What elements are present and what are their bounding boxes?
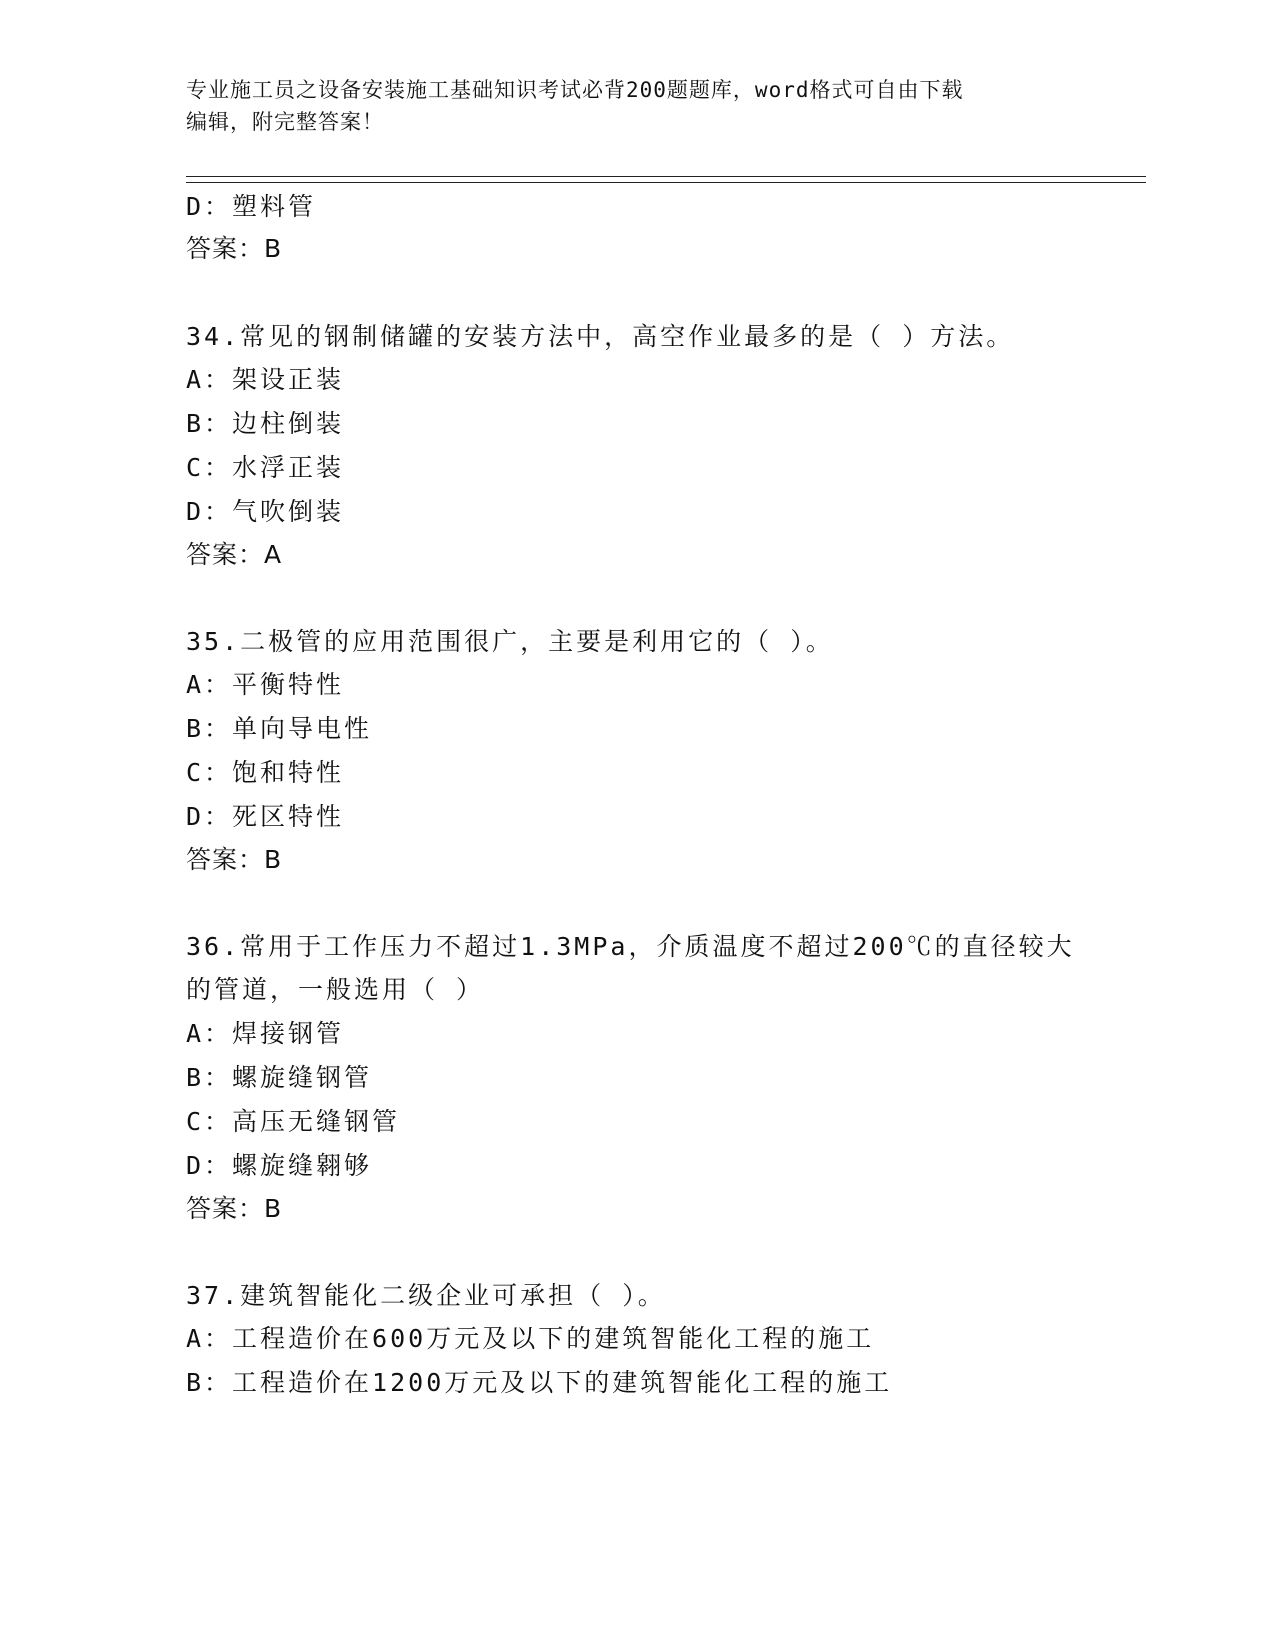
- option-a: A：平衡特性: [186, 670, 345, 699]
- option-a: A：焊接钢管: [186, 1019, 345, 1048]
- question-37: 37.建筑智能化二级企业可承担（ ）。: [186, 1281, 666, 1310]
- option-d: D：螺旋缝翱够: [186, 1151, 373, 1180]
- option-b: B：单向导电性: [186, 714, 373, 743]
- option-d: D：死区特性: [186, 802, 345, 831]
- question-34: 34.常见的钢制储罐的安装方法中，高空作业最多的是（ ）方法。: [186, 322, 1015, 351]
- question-35: 35.二极管的应用范围很广，主要是利用它的（ ）。: [186, 627, 834, 656]
- option-a: A：工程造价在600万元及以下的建筑智能化工程的施工: [186, 1324, 875, 1353]
- header-divider: [186, 176, 1146, 183]
- header-title-line-1: 专业施工员之设备安装施工基础知识考试必背200题题库，word格式可自由下载: [186, 78, 964, 102]
- answer: 答案：B: [186, 234, 283, 263]
- option-b: B：螺旋缝钢管: [186, 1063, 373, 1092]
- document-header: [186, 74, 1066, 138]
- question-36-continuation: 的管道，一般选用（ ）: [186, 975, 485, 1004]
- option-c: C：高压无缝钢管: [186, 1107, 401, 1136]
- answer: 答案：A: [186, 540, 283, 569]
- option-c: C：饱和特性: [186, 758, 345, 787]
- option-c: C：水浮正装: [186, 453, 345, 482]
- option-a: A：架设正装: [186, 365, 345, 394]
- question-36: 36.常用于工作压力不超过1.3MPa，介质温度不超过200℃的直径较大: [186, 932, 1075, 961]
- answer: 答案：B: [186, 845, 283, 874]
- option-b: B：工程造价在1200万元及以下的建筑智能化工程的施工: [186, 1368, 893, 1397]
- option-d: D：气吹倒装: [186, 497, 345, 526]
- header-title-line-2: 编辑，附完整答案！: [186, 110, 384, 134]
- answer: 答案：B: [186, 1194, 283, 1223]
- option-d: D：塑料管: [186, 192, 317, 221]
- option-b: B：边柱倒装: [186, 409, 345, 438]
